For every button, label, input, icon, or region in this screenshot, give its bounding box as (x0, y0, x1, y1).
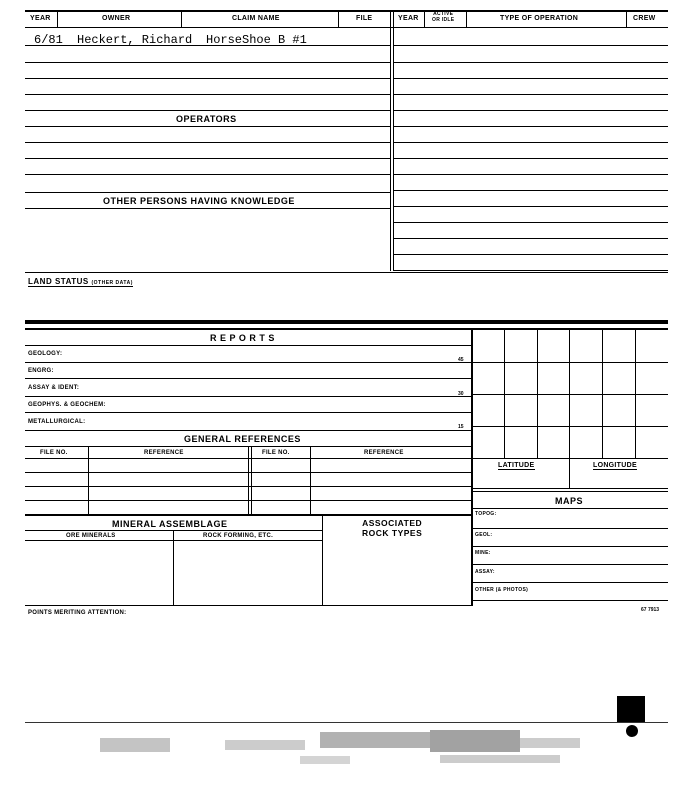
crew-header: CREW (633, 15, 656, 22)
form-number: 67 7913 (641, 607, 660, 613)
mineral-assemblage-title: MINERAL ASSEMBLAGE (112, 519, 228, 529)
points-meriting-attention: POINTS MERITING ATTENTION: (28, 610, 127, 616)
maps-title: MAPS (555, 496, 584, 506)
rock-forming-header: ROCK FORMING, ETC. (203, 533, 274, 539)
num-30: 30 (458, 391, 464, 397)
topog-label: TOPOG: (475, 511, 497, 517)
assay-map-label: ASSAY: (475, 569, 495, 575)
active-idle-header: ACTIVE OR IDLE (432, 11, 455, 23)
registration-mark (617, 696, 645, 722)
num-45: 45 (458, 357, 464, 363)
file-no-header-2: FILE NO. (262, 450, 290, 456)
assay-ident-label: ASSAY & IDENT: (28, 385, 80, 391)
claim-name-header: CLAIM NAME (232, 15, 280, 22)
other-persons-title: OTHER PERSONS HAVING KNOWLEDGE (103, 196, 295, 206)
operators-title: OPERATORS (176, 114, 237, 124)
file-no-header-1: FILE NO. (40, 450, 68, 456)
metallurgical-label: METALLURGICAL: (28, 419, 86, 425)
associated-rock-types-title: ASSOCIATED ROCK TYPES (362, 518, 423, 538)
mine-label: MINE: (475, 550, 491, 556)
year-header: YEAR (30, 15, 51, 22)
longitude-label: LONGITUDE (593, 462, 637, 469)
reference-header-1: REFERENCE (144, 450, 184, 456)
entry-claim-name: HorseShoe B #1 (206, 33, 307, 47)
reference-header-2: REFERENCE (364, 450, 404, 456)
land-status-title: LAND STATUS (OTHER DATA) (28, 277, 133, 286)
num-15: 15 (458, 424, 464, 430)
other-photos-label: OTHER (& PHOTOS) (475, 587, 529, 593)
entry-owner: Heckert, Richard (77, 33, 193, 47)
file-header: FILE (356, 15, 373, 22)
thick-divider-bottom (25, 328, 668, 330)
geology-label: GEOLOGY: (28, 351, 63, 357)
engrg-label: ENGRG: (28, 368, 54, 374)
reports-title: R E P O R T S (210, 333, 275, 343)
entry-year: 6/81 (34, 33, 63, 47)
latitude-label: LATITUDE (498, 462, 535, 469)
general-references-title: GENERAL REFERENCES (184, 434, 301, 444)
thick-divider (25, 320, 668, 324)
geophys-label: GEOPHYS. & GEOCHEM: (28, 402, 106, 408)
owner-header: OWNER (102, 15, 131, 22)
year2-header: YEAR (398, 15, 419, 22)
ore-minerals-header: ORE MINERALS (66, 533, 116, 539)
type-of-operation-header: TYPE OF OPERATION (500, 15, 579, 22)
geol-label: GEOL: (475, 532, 493, 538)
